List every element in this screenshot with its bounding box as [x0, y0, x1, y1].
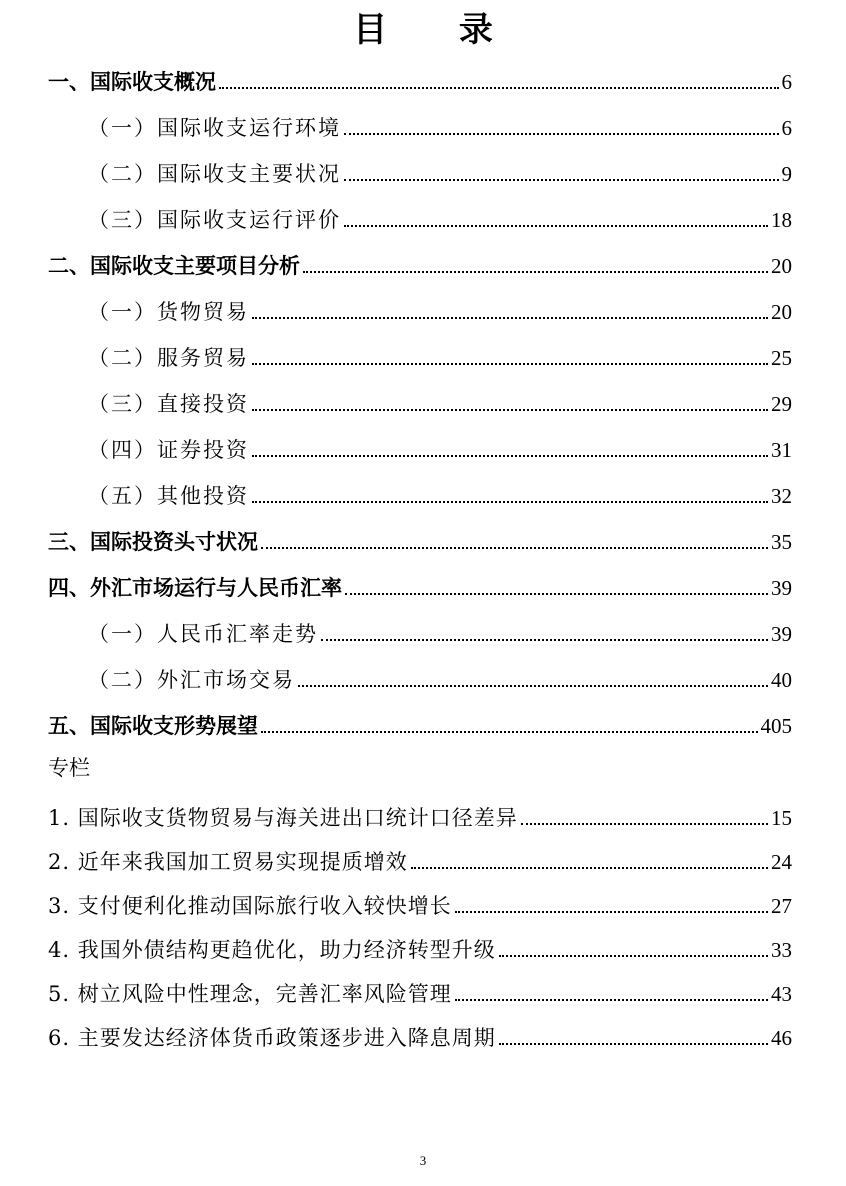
toc-leader-dots — [252, 409, 768, 411]
toc-entry-label: （一）货物贸易 — [88, 299, 249, 324]
toc-column-1[interactable] — [48, 794, 792, 830]
toc-leader-dots — [219, 87, 779, 89]
toc-entry-label: 五、国际收支形势展望 — [48, 713, 258, 738]
toc-entry-page: 46 — [771, 1025, 792, 1050]
toc-entry-page: 25 — [771, 345, 792, 370]
toc-leader-dots — [411, 867, 768, 869]
toc-leader-dots — [303, 271, 768, 273]
toc-entry-section-2[interactable] — [48, 242, 792, 278]
toc-entry-page: 33 — [771, 937, 792, 962]
toc-entry-page: 9 — [781, 161, 792, 186]
toc-entry-2-2[interactable] — [88, 334, 792, 370]
toc-entry-page: 24 — [771, 849, 792, 874]
toc-entry-label: （一）人民币汇率走势 — [88, 621, 318, 646]
toc-leader-dots — [261, 547, 768, 549]
toc-entry-label: 3. 支付便利化推动国际旅行收入较快增长 — [48, 893, 452, 918]
toc-column-5[interactable] — [48, 970, 792, 1006]
toc-entry-page: 15 — [771, 805, 792, 830]
toc-entry-label: （三）直接投资 — [88, 391, 249, 416]
toc-entry-label: 2. 近年来我国加工贸易实现提质增效 — [48, 849, 408, 874]
toc-leader-dots — [298, 685, 768, 687]
toc-entry-label: 四、外汇市场运行与人民币汇率 — [48, 575, 342, 600]
toc-leader-dots — [499, 955, 768, 957]
toc-entry-section-3[interactable] — [48, 518, 792, 554]
toc-entry-label: 二、国际收支主要项目分析 — [48, 253, 300, 278]
toc-entry-2-3[interactable] — [88, 380, 792, 416]
toc-leader-dots — [345, 593, 768, 595]
toc-entry-label: （二）外汇市场交易 — [88, 667, 295, 692]
toc-entry-label: （一）国际收支运行环境 — [88, 115, 341, 140]
toc-entry-page: 40 — [771, 667, 792, 692]
toc-entry-2-1[interactable] — [88, 288, 792, 324]
toc-column-2[interactable] — [48, 838, 792, 874]
toc-leader-dots — [521, 823, 768, 825]
toc-leader-dots — [261, 731, 758, 733]
column-heading: 专栏 — [48, 756, 90, 780]
toc-entry-section-1[interactable] — [48, 58, 792, 94]
toc-leader-dots — [252, 501, 768, 503]
toc-entry-page: 43 — [771, 981, 792, 1006]
toc-entry-2-4[interactable] — [88, 426, 792, 462]
toc-entry-page: 32 — [771, 483, 792, 508]
toc-column-4[interactable] — [48, 926, 792, 962]
toc-entry-1-1[interactable] — [88, 104, 792, 140]
toc-entry-label: （二）国际收支主要状况 — [88, 161, 341, 186]
page-number: 3 — [419, 1153, 427, 1168]
toc-entry-label: （五）其他投资 — [88, 483, 249, 508]
toc-entry-section-5[interactable] — [48, 702, 792, 738]
toc-leader-dots — [344, 225, 768, 227]
toc-entry-label: 4. 我国外债结构更趋优化，助力经济转型升级 — [48, 937, 496, 962]
toc-entry-page: 6 — [781, 69, 792, 94]
toc-entry-label: （二）服务贸易 — [88, 345, 249, 370]
toc-leader-dots — [344, 179, 779, 181]
toc-entry-label: 1. 国际收支货物贸易与海关进出口统计口径差异 — [48, 805, 518, 830]
toc-entry-section-4[interactable] — [48, 564, 792, 600]
toc-entry-1-3[interactable] — [88, 196, 792, 232]
toc-entry-label: 5. 树立风险中性理念，完善汇率风险管理 — [48, 981, 452, 1006]
toc-entry-page: 405 — [760, 713, 792, 738]
toc-entry-4-1[interactable] — [88, 610, 792, 646]
toc-entry-label: （三）国际收支运行评价 — [88, 207, 341, 232]
toc-leader-dots — [499, 1043, 768, 1045]
toc-entry-2-5[interactable] — [88, 472, 792, 508]
toc-entry-page: 20 — [771, 299, 792, 324]
toc-leader-dots — [455, 911, 768, 913]
toc-entry-page: 35 — [771, 529, 792, 554]
toc-entry-page: 18 — [771, 207, 792, 232]
toc-entry-page: 20 — [771, 253, 792, 278]
toc-entry-page: 6 — [781, 115, 792, 140]
toc-leader-dots — [455, 999, 768, 1001]
toc-leader-dots — [252, 363, 768, 365]
toc-leader-dots — [252, 317, 768, 319]
toc-leader-dots — [321, 639, 768, 641]
toc-entry-4-2[interactable] — [88, 656, 792, 692]
toc-entry-page: 31 — [771, 437, 792, 462]
toc-entry-label: 一、国际收支概况 — [48, 69, 216, 94]
toc-entry-label: 三、国际投资头寸状况 — [48, 529, 258, 554]
toc-entry-page: 29 — [771, 391, 792, 416]
toc-entry-label: （四）证券投资 — [88, 437, 249, 462]
toc-leader-dots — [252, 455, 768, 457]
toc-column-3[interactable] — [48, 882, 792, 918]
toc-entry-1-2[interactable] — [88, 150, 792, 186]
toc-entry-page: 39 — [771, 621, 792, 646]
toc-entry-page: 39 — [771, 575, 792, 600]
toc-column-6[interactable] — [48, 1014, 792, 1050]
page-title: 目 录 — [353, 10, 523, 50]
toc-entry-page: 27 — [771, 893, 792, 918]
toc-entry-label: 6. 主要发达经济体货币政策逐步进入降息周期 — [48, 1025, 496, 1050]
toc-leader-dots — [344, 133, 779, 135]
